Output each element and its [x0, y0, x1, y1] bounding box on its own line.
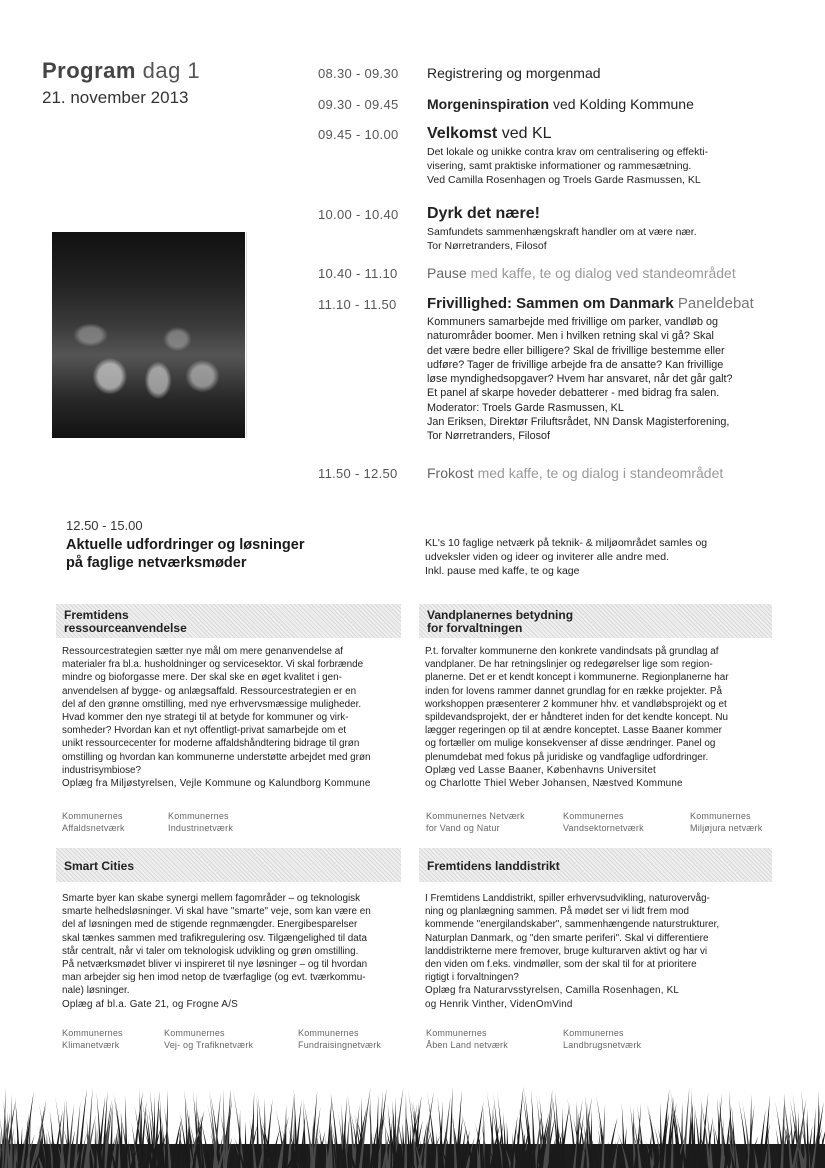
divider	[246, 232, 247, 438]
workshop-speakers: Oplæg af bl.a. Gate 21, og Frogne A/S	[62, 998, 238, 1010]
workshop-speakers: Oplæg ved Lasse Baaner, Københavns Universitet og Charlotte Thiel Weber Johansen, Næstved Kommune	[425, 764, 683, 790]
network-label: Kommunernes Netværk for Vand og Natur	[426, 811, 525, 833]
schedule-description: Kommuners samarbejde med frivillige om parker, vandløb og naturområder boomer. Men i hvilken retning skal vi gå? Skal det være bedre eller billigere? Skal de frivillige bestemme eller udføre? Tager de frivillige arbejde fra de ansatte? Kan frivillige løse myndighedsopgaver? Hvem har ansvaret, når det går galt? Et panel af skarpe hoveder debatterer - med bidrag fra salen. Moderator: Troels Garde Rasmussen, KL Jan Eriksen, Direktør Friluftsrådet, NN Dansk Magisterforening, Tor Nørretranders, Filosof	[427, 316, 733, 443]
network-label: Kommunernes Miljøjura netværk	[690, 811, 763, 833]
network-label: Kommunernes Fundraisingnetværk	[298, 1028, 382, 1050]
section-intro: KL's 10 faglige netværk på teknik- & miljøområdet samles og udveksler viden og ideer og inviterer alle andre med. Inkl. pause med kaffe, te og kage	[425, 537, 708, 577]
schedule-title: Registrering og morgenmad	[427, 65, 601, 81]
section-title: Aktuelle udfordringer og løsninger på faglige netværksmøder	[66, 537, 305, 571]
section-time: 12.50 - 15.00	[66, 518, 143, 533]
schedule-time: 08.30 - 09.30	[318, 66, 399, 81]
workshop-speakers: Oplæg fra Naturarvsstyrelsen, Camilla Rosenhagen, KL og Henrik Vinther, VidenOmVind	[425, 985, 680, 1010]
schedule-description: Samfundets sammenhængskraft handler om at være nær. Tor Nørretranders, Filosof	[427, 226, 697, 253]
network-label: Kommunernes Vandsektornetværk	[563, 811, 644, 833]
schedule-time: 09.45 - 10.00	[318, 127, 399, 142]
workshop-smart-cities	[56, 848, 401, 1011]
workshop-body: Ressourcestrategien sætter nye mål om mere genanvendelse af materialer fra bl.a. husholdninger og servicesektor. Vi skal forbrænde mindre og bioforgasse mere. Der skal ske en øget kvalitet i gen- anvendelsen af bygge- og anlægsaffald. Ressourcestrategien er en del af den grønne omstilling, med nye erhvervsmæssige muligheder. Hvad kommer den nye strategi til at betyde for kommuner og virk- somheder? Hvordan kan et nyt offentligt-privat samarbejde om et unikt ressourcecenter for moderne affaldshåndtering bidrage til grøn omstilling og hvordan kan kommunerne understøtte arbejdet med grøn industrisymbiose? Oplæg fra Miljøstyrelsen, Vejle Kommune og Kalundborg Kommune	[56, 645, 401, 790]
schedule-time: 11.50 - 12.50	[318, 466, 398, 481]
program-title: Program dag 1	[42, 58, 201, 83]
schedule-time: 11.10 - 11.50	[318, 297, 397, 312]
network-label: Kommunernes Landbrugsnetværk	[563, 1028, 642, 1050]
schedule-time: 10.00 - 10.40	[318, 207, 399, 222]
schedule-title: Dyrk det nære!	[427, 205, 540, 222]
schedule-time: 09.30 - 09.45	[318, 97, 399, 112]
workshop-body: Smarte byer kan skabe synergi mellem fagområder – og teknologisk smarte helhedsløsninger. Vi skal have "smarte" veje, som kan være en del af løsningen med de stigende regnmængder. Energibesparelser skal tænkes sammen med trafikregulering osv. Tilgængelighed til data står centralt, når vi taler om teknologisk udvikling og grøn omstilling. På netværksmødet bliver vi inspireret til nye løsninger – og til hvordan man arbejder sig hen imod netop de tværfaglige (og evt. tværkommu- nale) løsninger. Oplæg af bl.a. Gate 21, og Frogne A/S	[56, 892, 401, 1011]
workshop-body: P.t. forvalter kommunerne den konkrete vandindsats på grundlag af vandplaner. De har retningslinjer og redegørelser lige som region- planerne. Det er et kendt koncept i kommunerne. Regionplanerne har inden for lovens rammer dannet grundlag for en række projekter. På workshoppen præsenterer 2 kommuner hhv. et vandløbsprojekt og et spildevandsprojekt, der er håndteret inden for det kendte koncept. Nu lægger regeringen op til at ændre konceptet. Lasse Baaner kommer og fortæller om mulige konsekvenser af disse ændringer. Panel og plenumdebat med fokus på juridiske og vandfaglige udfordringer. Oplæg ved Lasse Baaner, Københavns Universitet og Charlotte Thiel Weber Johansen, Næstved Kommune	[419, 645, 772, 790]
workshop-vand	[419, 604, 772, 790]
schedule-title: Pause med kaffe, te og dialog ved standeområdet	[427, 265, 736, 281]
schedule-title: Morgeninspiration ved Kolding Kommune	[427, 96, 694, 112]
program-date: 21. november 2013	[42, 88, 189, 107]
network-label: Kommunernes Klimanetværk	[62, 1028, 123, 1050]
conference-photo	[52, 232, 245, 438]
network-label: Kommunernes Industrinetværk	[168, 811, 234, 833]
workshop-title: Fremtidens landdistrikt	[419, 848, 772, 882]
workshop-ressource	[56, 604, 401, 790]
network-label: Kommunernes Åben Land netværk	[426, 1028, 508, 1050]
schedule-title: Velkomst ved KL	[427, 125, 552, 142]
workshop-title: Smart Cities	[56, 848, 401, 882]
schedule-title: Frivillighed: Sammen om Danmark Paneldebat	[427, 295, 754, 312]
grass-border	[0, 1082, 825, 1168]
schedule-description: Det lokale og unikke contra krav om centralisering og effekti- visering, samt praktiske informationer og rammesætning. Ved Camilla Rosenhagen og Troels Garde Rasmussen, KL	[427, 146, 709, 187]
workshop-speakers: Oplæg fra Miljøstyrelsen, Vejle Kommune og Kalundborg Kommune	[62, 778, 371, 790]
schedule-time: 10.40 - 11.10	[318, 266, 398, 281]
schedule-title: Frokost med kaffe, te og dialog i standeområdet	[427, 465, 724, 481]
workshop-title: Fremtidens ressourceanvendelse	[56, 604, 401, 638]
network-label: Kommunernes Vej- og Trafiknetværk	[164, 1028, 254, 1050]
workshop-title: Vandplanernes betydning for forvaltningen	[419, 604, 772, 638]
workshop-landdistrikt	[419, 848, 772, 1011]
workshop-body: I Fremtidens Landdistrikt, spiller erhvervsudvikling, naturovervåg- ning og planlægning sammen. På mødet ser vi lidt frem mod kommende "energilandskaber", sammenhængende naturstrukturer, Naturplan Danmark, og "den smarte periferi". Skal vi differentiere landdistrikterne mere fremover, bruge kulturarven aktivt og har vi den viden om f.eks. vindmøller, som der skal til for at prioritere rigtigt i forvaltningen? Oplæg fra Naturarvsstyrelsen, Camilla Rosenhagen, KL og Henrik Vinther, VidenOmVind	[419, 892, 772, 1011]
network-label: Kommunernes Affaldsnetværk	[62, 811, 125, 833]
